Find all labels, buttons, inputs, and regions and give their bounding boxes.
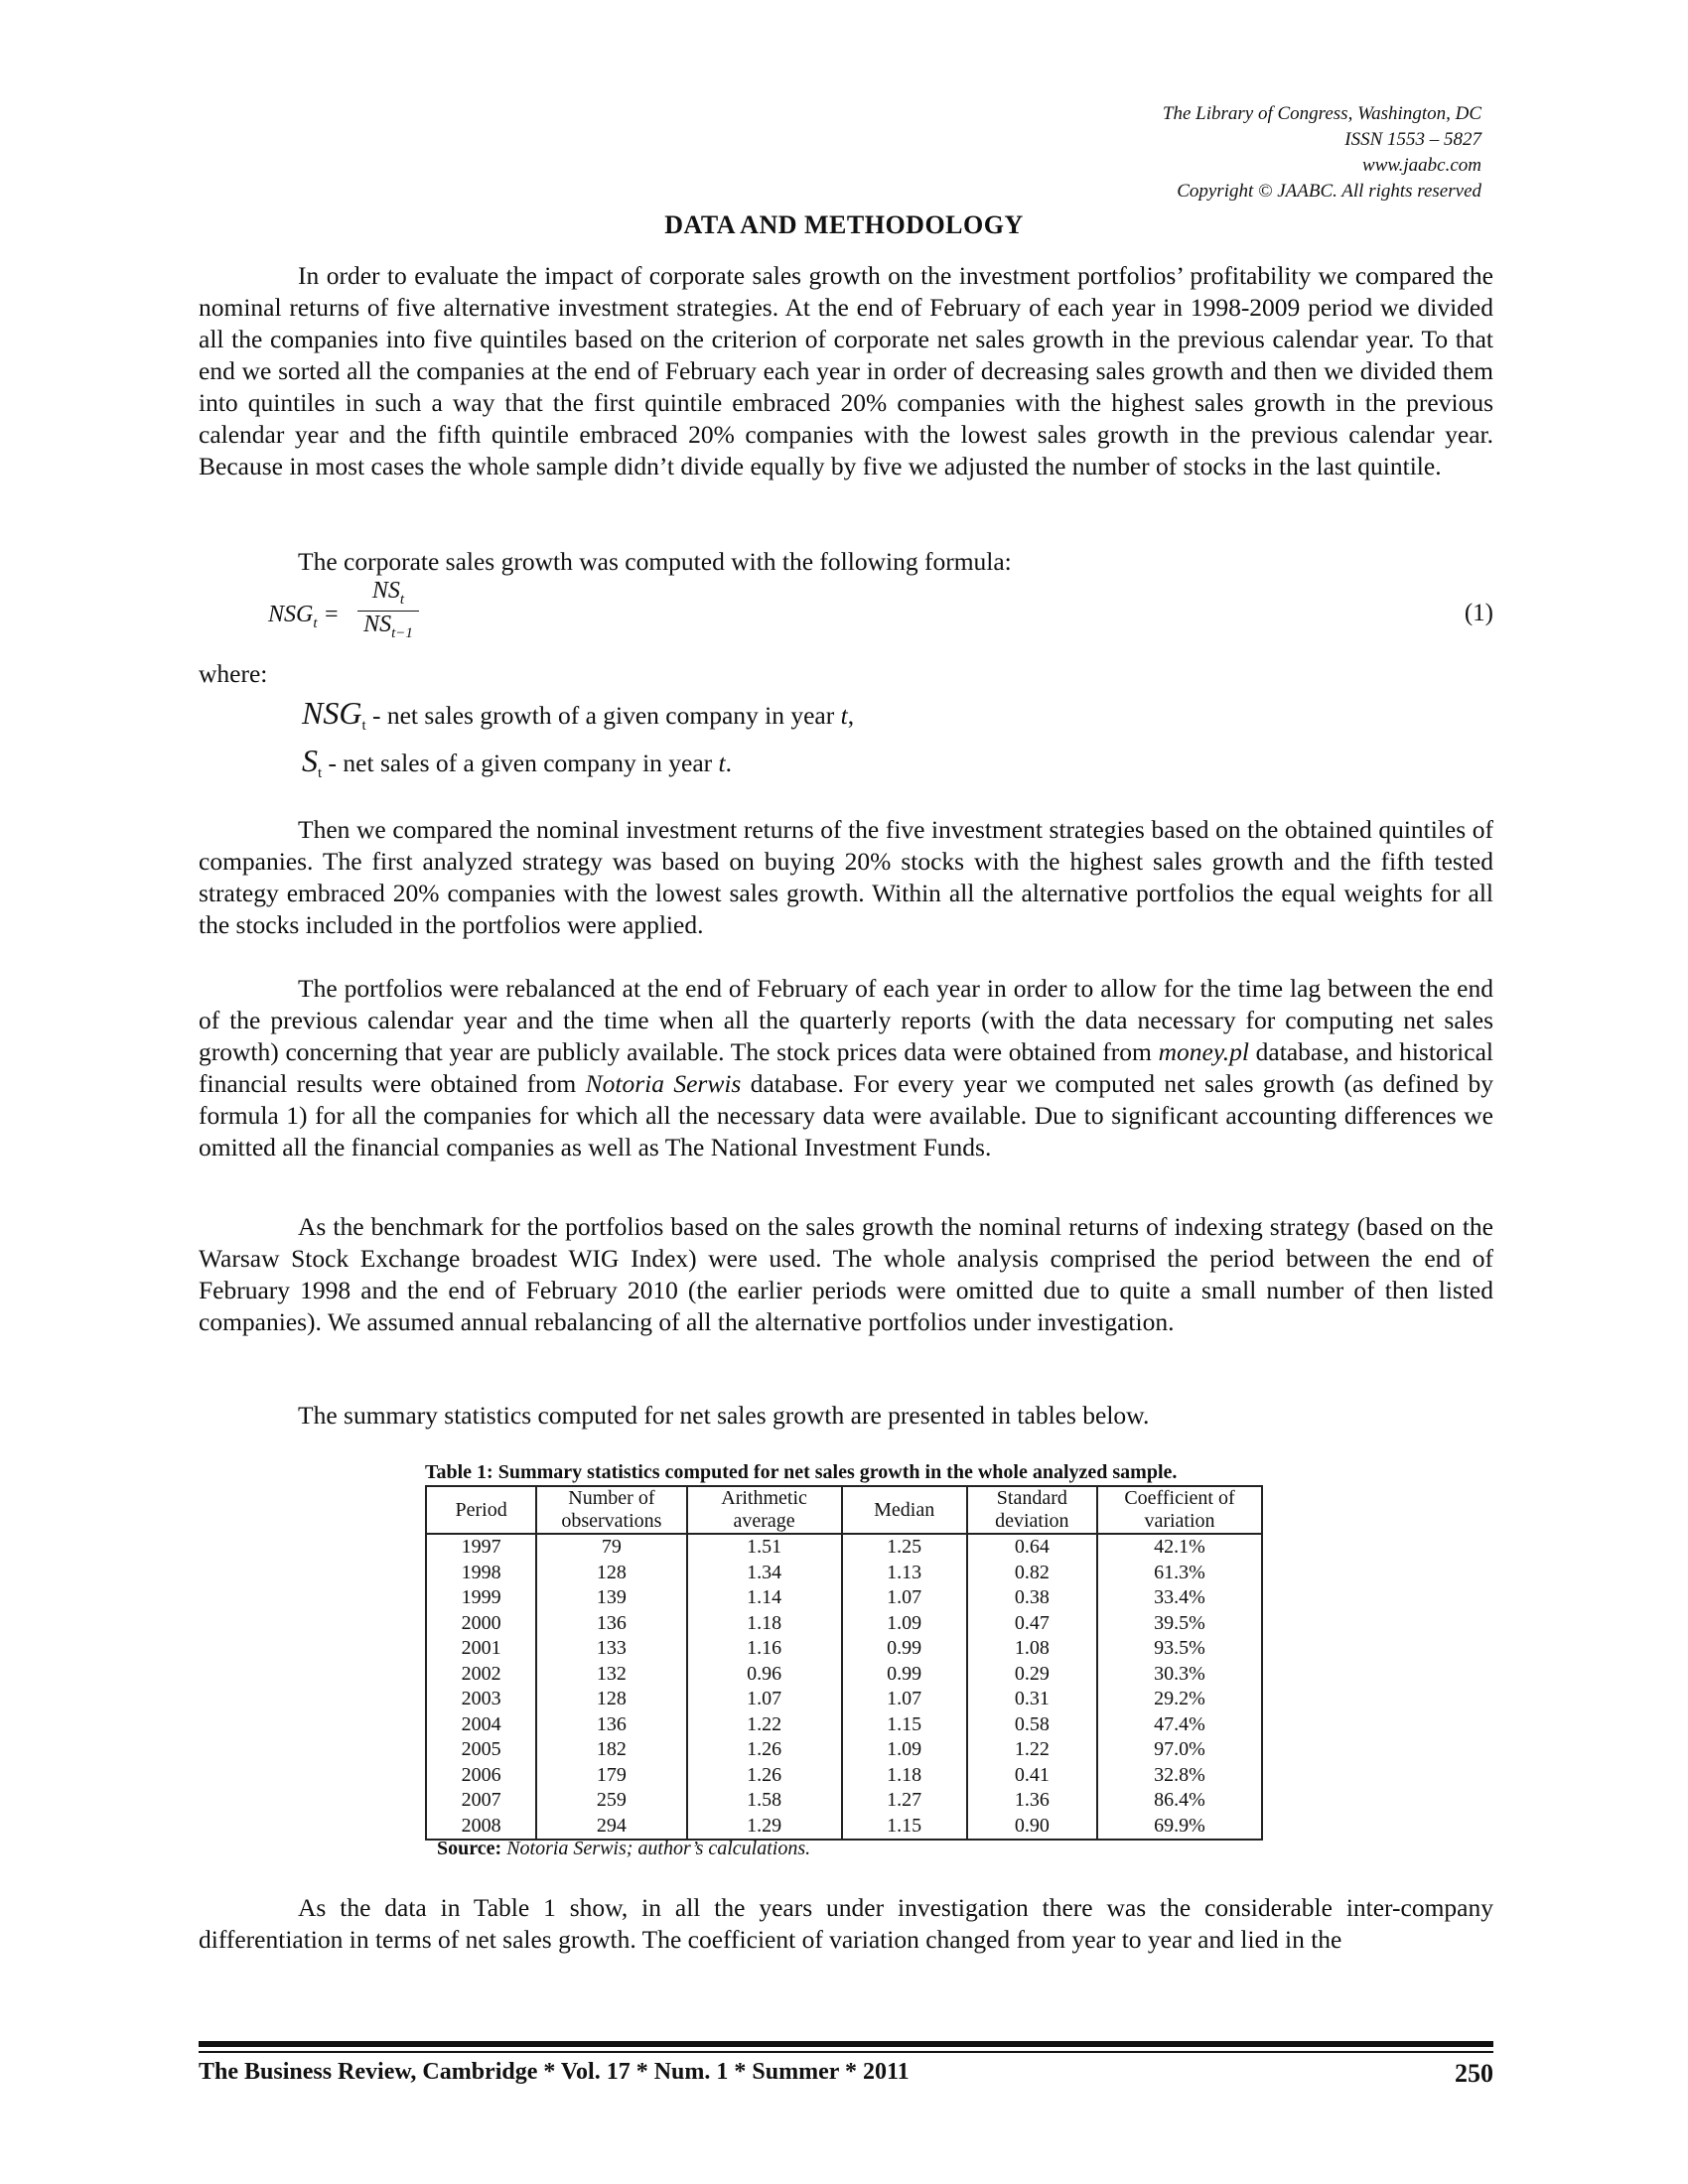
table-cell: 1.14: [687, 1585, 842, 1611]
table-cell: 1.51: [687, 1534, 842, 1561]
definition-nsg: $NSG_t$ - net sales growth of a given company in year t,: [302, 695, 855, 735]
column-header: Standard deviation: [967, 1486, 1097, 1534]
table-cell: 1.09: [842, 1737, 967, 1763]
page-number: 250: [1455, 2059, 1493, 2088]
table-cell: 33.4%: [1097, 1585, 1262, 1611]
table-cell: 1997: [426, 1534, 536, 1561]
table-row: [426, 1788, 1262, 1814]
table-cell: 1.09: [842, 1611, 967, 1637]
table-cell: 93.5%: [1097, 1636, 1262, 1662]
table-cell: 0.99: [842, 1662, 967, 1688]
table-cell: 1.07: [842, 1687, 967, 1712]
table-cell: 29.2%: [1097, 1687, 1262, 1712]
header-line: www.jaabc.com: [1362, 155, 1481, 176]
table-cell: 0.47: [967, 1611, 1097, 1637]
definition-sales: $S_t$ - net sales of a given company in year t.: [302, 743, 732, 782]
table-cell: 0.31: [967, 1687, 1097, 1712]
table-cell: 1.34: [687, 1561, 842, 1586]
table-cell: 1.29: [687, 1814, 842, 1841]
summary-statistics-table: [425, 1485, 1263, 1841]
journal-header: [1163, 101, 1481, 205]
table-cell: 2005: [426, 1737, 536, 1763]
table-cell: 0.99: [842, 1636, 967, 1662]
column-header: Number of observations: [536, 1486, 686, 1534]
table-cell: 32.8%: [1097, 1763, 1262, 1789]
table-cell: 1.07: [687, 1687, 842, 1712]
column-header: Period: [426, 1486, 536, 1534]
section-title: DATA AND METHODOLOGY: [664, 210, 1024, 239]
column-header: Median: [842, 1486, 967, 1534]
paragraph-rebalancing: The portfolios were rebalanced at the end of February of each year in order to allow for the time lag between the end of the previous calendar year and the time when all the quarterly reports (with the data necessary for computing net sales growth) concerning that year are publicly available. The stock prices data were obtained from money.pl database, and historical financial results were obtained from Notoria Serwis database. For every year we computed net sales growth (as defined by formula 1) for all the companies for which all the necessary data were available. Due to significant accounting differences we omitted all the financial companies as well as The National Investment Funds.: [199, 974, 1493, 1161]
table-cell: 1.15: [842, 1814, 967, 1841]
table-cell: 1.16: [687, 1636, 842, 1662]
table-row: [426, 1585, 1262, 1611]
formula-denominator: $NS_{t-1}$: [363, 611, 413, 641]
table-cell: 259: [536, 1788, 686, 1814]
table-row: [426, 1814, 1262, 1841]
table-cell: 1.15: [842, 1712, 967, 1738]
table-cell: 61.3%: [1097, 1561, 1262, 1586]
table-cell: 1.26: [687, 1763, 842, 1789]
table-row: [426, 1712, 1262, 1738]
footer-journal: The Business Review, Cambridge * Vol. 17 * Num. 1 * Summer * 2011: [199, 2059, 910, 2085]
table-cell: 1998: [426, 1561, 536, 1586]
table-cell: 1.18: [842, 1763, 967, 1789]
table-cell: 0.64: [967, 1534, 1097, 1561]
table-cell: 0.96: [687, 1662, 842, 1688]
table-cell: 79: [536, 1534, 686, 1561]
table-cell: 1.58: [687, 1788, 842, 1814]
table-row: [426, 1687, 1262, 1712]
table-row: [426, 1737, 1262, 1763]
footer-rule: [199, 2041, 1493, 2047]
table-cell: 128: [536, 1687, 686, 1712]
column-header: Coefficient of variation: [1097, 1486, 1262, 1534]
formula-lhs: $NSG_t$ =: [268, 602, 340, 631]
table-cell: 1999: [426, 1585, 536, 1611]
table-cell: 133: [536, 1636, 686, 1662]
table-cell: 2001: [426, 1636, 536, 1662]
table-cell: 136: [536, 1712, 686, 1738]
table-cell: 0.41: [967, 1763, 1097, 1789]
table-cell: 30.3%: [1097, 1662, 1262, 1688]
table-row: [426, 1561, 1262, 1586]
table-cell: 1.26: [687, 1737, 842, 1763]
table-cell: 47.4%: [1097, 1712, 1262, 1738]
table-row: [426, 1611, 1262, 1637]
table-cell: 128: [536, 1561, 686, 1586]
table-cell: 2006: [426, 1763, 536, 1789]
paragraph-formula-intro: The corporate sales growth was computed with the following formula:: [298, 547, 1012, 576]
table-row: [426, 1662, 1262, 1688]
table-caption: Table 1: Summary statistics computed for net sales growth in the whole analyzed sample.: [425, 1461, 1178, 1483]
table-cell: 1.22: [687, 1712, 842, 1738]
paragraph-benchmark: As the benchmark for the portfolios based on the sales growth the nominal returns of indexing strategy (based on the Warsaw Stock Exchange broadest WIG Index) were used. The whole analysis comprised the period between the end of February 1998 and the end of February 2010 (the earlier periods were omitted due to quite a small number of then listed companies). We assumed annual rebalancing of all the alternative portfolios under investigation.: [199, 1212, 1493, 1336]
table-cell: 86.4%: [1097, 1788, 1262, 1814]
table-cell: 1.13: [842, 1561, 967, 1586]
paragraph-discussion: As the data in Table 1 show, in all the years under investigation there was the considerable inter-company differentiation in terms of net sales growth. The coefficient of variation changed from year to year and lied in the: [199, 1893, 1493, 1954]
table-cell: 139: [536, 1585, 686, 1611]
table-cell: 2007: [426, 1788, 536, 1814]
table-cell: 1.08: [967, 1636, 1097, 1662]
table-cell: 0.58: [967, 1712, 1097, 1738]
table-source: Source: Notoria Serwis; author’s calculations.: [437, 1838, 811, 1859]
table-row: [426, 1534, 1262, 1561]
table-cell: 294: [536, 1814, 686, 1841]
equation-number: (1): [1464, 600, 1493, 626]
header-line: The Library of Congress, Washington, DC: [1162, 103, 1481, 124]
table-cell: 2002: [426, 1662, 536, 1688]
table-cell: 0.38: [967, 1585, 1097, 1611]
table-cell: 1.18: [687, 1611, 842, 1637]
table-cell: 1.27: [842, 1788, 967, 1814]
paragraph-summary-intro: The summary statistics computed for net sales growth are presented in tables below.: [298, 1401, 1150, 1430]
formula-nsg: [268, 578, 1493, 667]
table-cell: 182: [536, 1737, 686, 1763]
table-cell: 0.90: [967, 1814, 1097, 1841]
table-cell: 132: [536, 1662, 686, 1688]
table-cell: 39.5%: [1097, 1611, 1262, 1637]
where-label: where:: [199, 659, 268, 688]
table-row: [426, 1636, 1262, 1662]
table-row: [426, 1763, 1262, 1789]
paragraph-strategies: Then we compared the nominal investment returns of the five investment strategies based on the obtained quintiles of companies. The first analyzed strategy was based on buying 20% stocks with the highest sales growth and the fifth tested strategy embraced 20% companies with the lowest sales growth. Within all the alternative portfolios the equal weights for all the stocks included in the portfolios were applied.: [199, 815, 1493, 939]
table-cell: 0.82: [967, 1561, 1097, 1586]
table-cell: 1.25: [842, 1534, 967, 1561]
formula-fraction: [357, 578, 419, 642]
table-cell: 1.36: [967, 1788, 1097, 1814]
table-cell: 2004: [426, 1712, 536, 1738]
table-cell: 97.0%: [1097, 1737, 1262, 1763]
table-cell: 179: [536, 1763, 686, 1789]
table-cell: 2000: [426, 1611, 536, 1637]
column-header: Arithmetic average: [687, 1486, 842, 1534]
table-cell: 0.29: [967, 1662, 1097, 1688]
header-line: Copyright © JAABC. All rights reserved: [1177, 181, 1481, 202]
table-cell: 136: [536, 1611, 686, 1637]
footer-rule: [199, 2051, 1493, 2053]
formula-numerator: $NS_t$: [357, 578, 419, 612]
table-cell: 1.07: [842, 1585, 967, 1611]
table-cell: 1.22: [967, 1737, 1097, 1763]
paragraph-intro: In order to evaluate the impact of corporate sales growth on the investment portfolios’ profitability we compared the nominal returns of five alternative investment strategies. At the end of February of each year in 1998-2009 period we divided all the companies into five quintiles based on the criterion of corporate net sales growth in the previous calendar year. To that end we sorted all the companies at the end of February each year in order of decreasing sales growth and then we divided them into quintiles in such a way that the first quintile embraced 20% companies with the highest sales growth in the previous calendar year and the fifth quintile embraced 20% companies with the lowest sales growth in the previous calendar year. Because in most cases the whole sample didn’t divide equally by five we adjusted the number of stocks in the last quintile.: [199, 261, 1493, 480]
table-header-row: [426, 1486, 1262, 1534]
table-cell: 42.1%: [1097, 1534, 1262, 1561]
table-cell: 69.9%: [1097, 1814, 1262, 1841]
header-line: ISSN 1553 – 5827: [1344, 129, 1481, 150]
table-cell: 2003: [426, 1687, 536, 1712]
table-cell: 2008: [426, 1814, 536, 1841]
